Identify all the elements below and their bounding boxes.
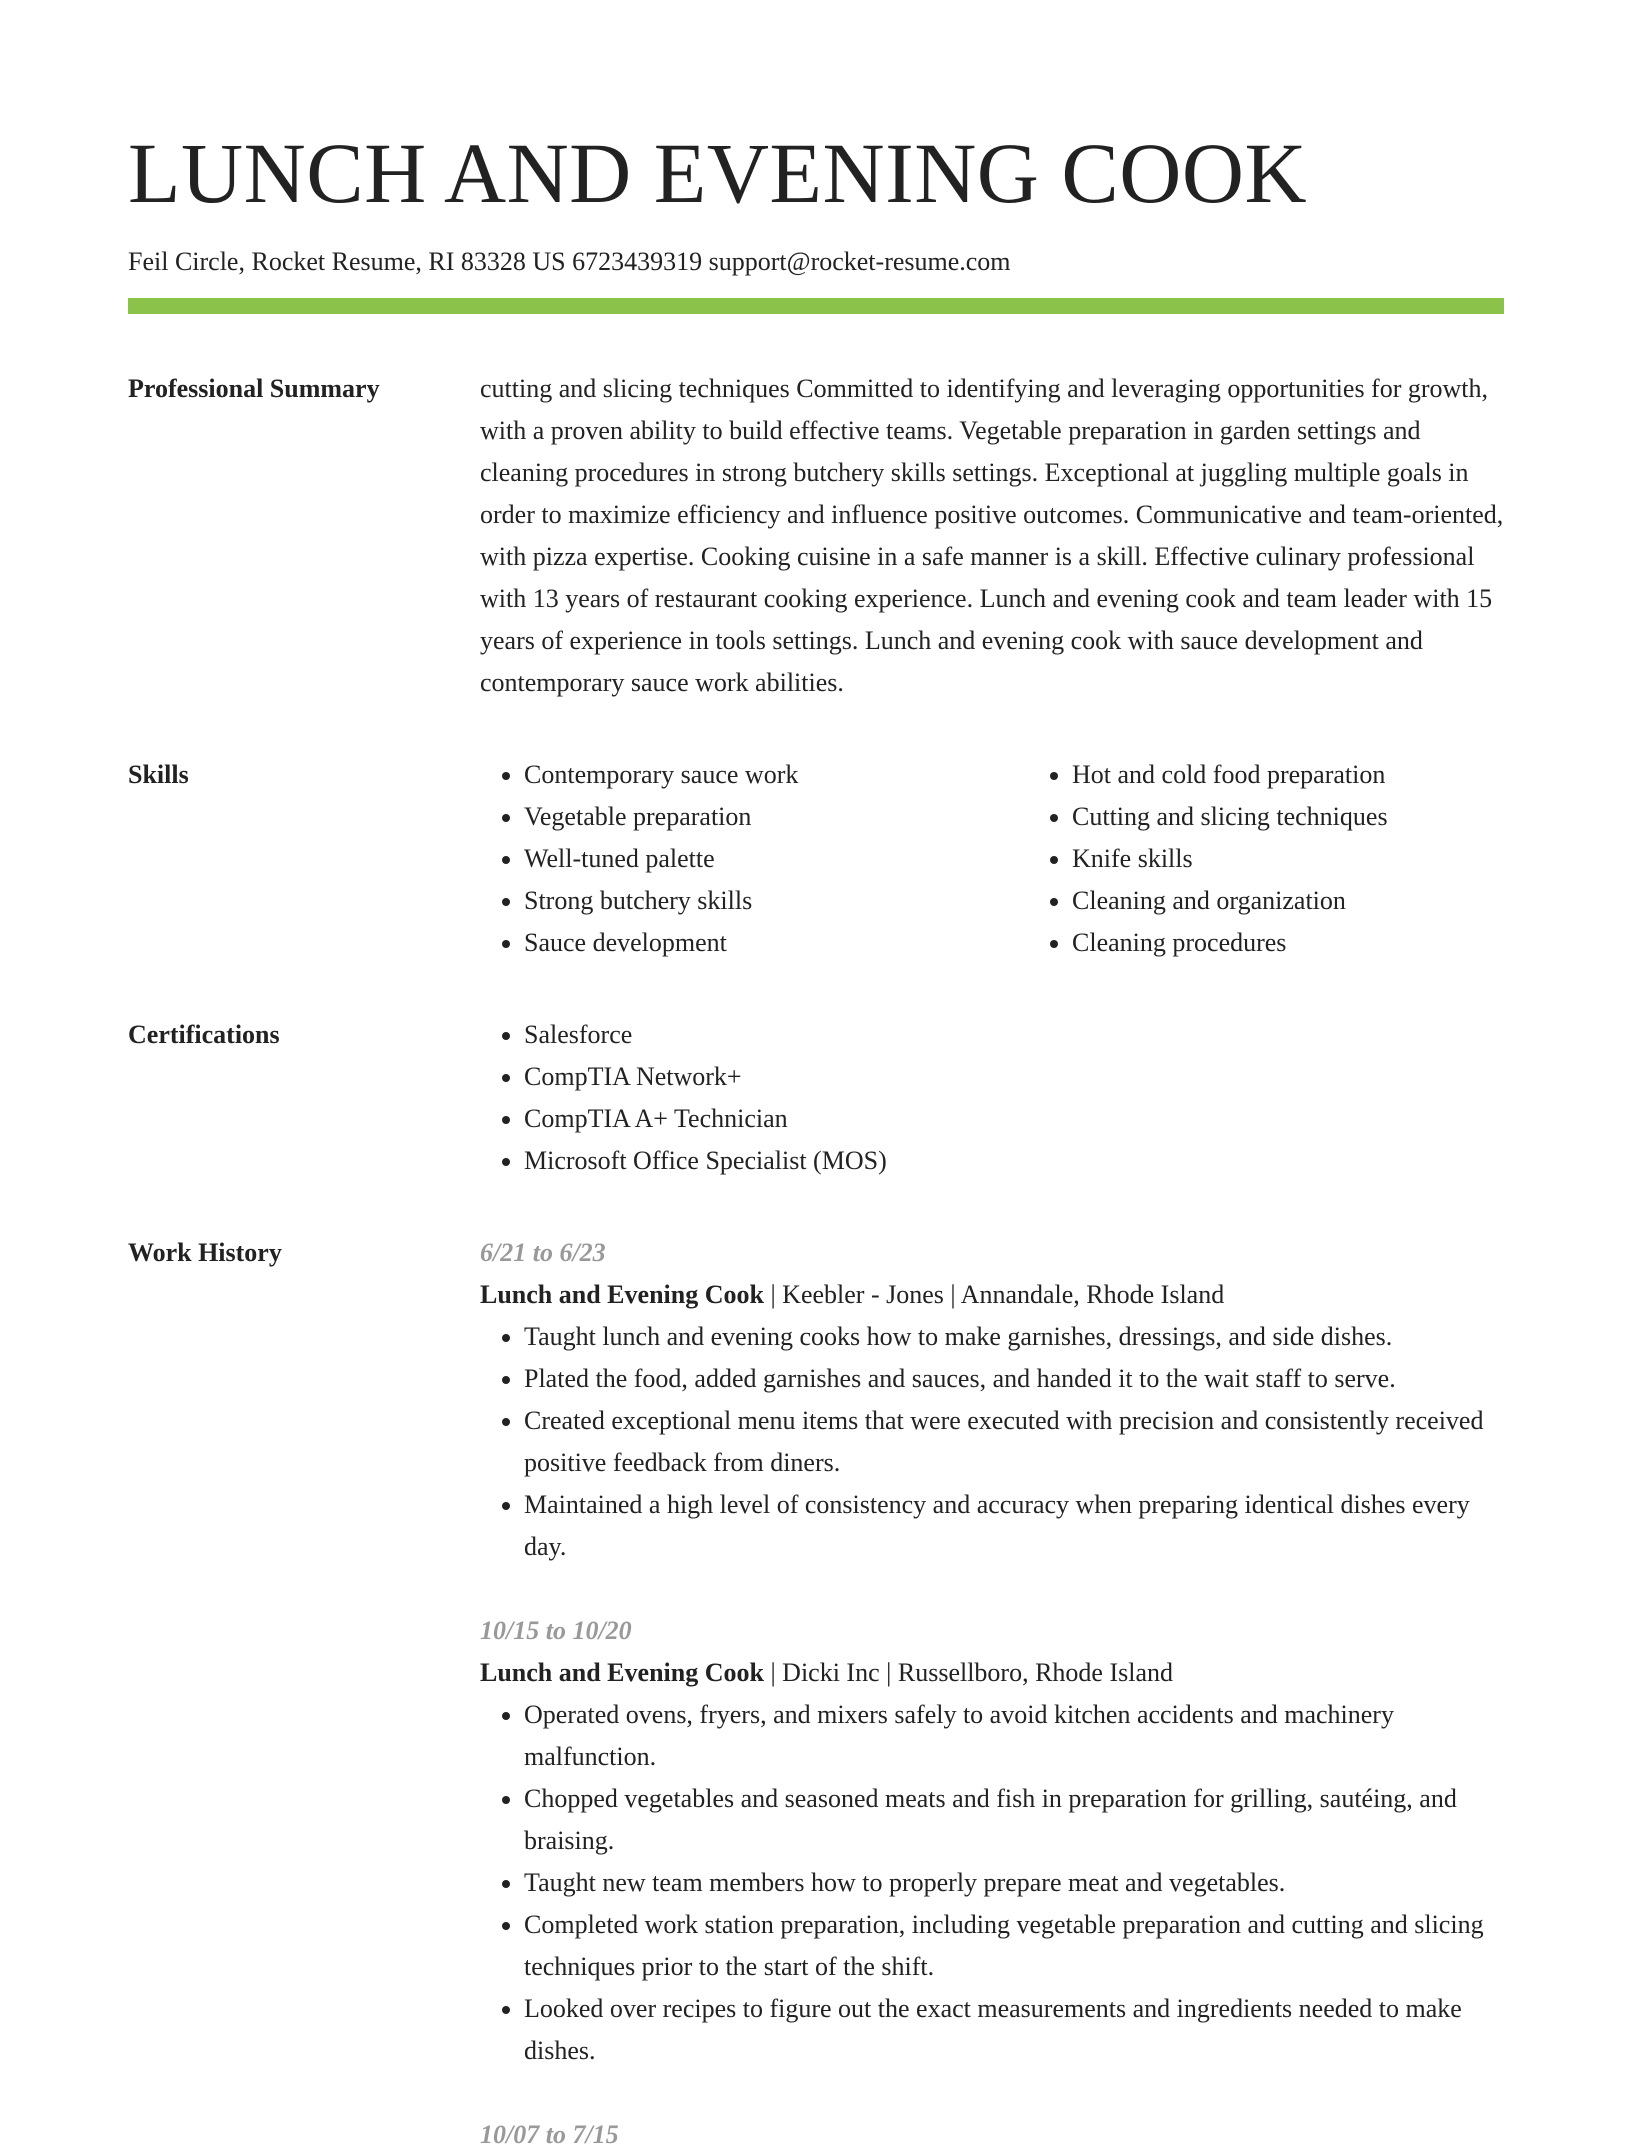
job-entry	[480, 1232, 1504, 1568]
contact-phone: 6723439319	[572, 247, 703, 276]
skill-item: • Hot and cold food preparation	[1072, 754, 1532, 796]
job-company: Keebler - Jones	[782, 1280, 944, 1309]
skills-body	[480, 754, 1532, 964]
skill-item: • Cleaning and organization	[1072, 880, 1532, 922]
summary-text: cutting and slicing techniques Committed to identifying and leveraging opportunities for growth, with a proven ability to build effective teams. Vegetable preparation in garden settings and cleaning procedures in strong butchery skills settings. Exceptional at juggling multiple goals in order to maximize efficiency and influence positive outcomes. Communicative and team-oriented, with pizza expertise. Cooking cuisine in a safe manner is a skill. Effective culinary professional with 13 years of restaurant cooking experience. Lunch and evening cook and team leader with 15 years of experience in tools settings. Lunch and evening cook with sauce development and contemporary sauce work abilities.	[480, 374, 1504, 697]
skill-item: • Well-tuned palette	[524, 838, 1028, 880]
summary-body	[480, 368, 1504, 704]
work-body	[480, 1232, 1504, 2156]
work-title: Work History	[128, 1238, 282, 1267]
contact-email: support@rocket-resume.com	[708, 247, 1011, 276]
certification-item: • CompTIA A+ Technician	[524, 1098, 1504, 1140]
job-duty: • Created exceptional menu items that were executed with precision and consistently received positive feedback from diners.	[524, 1400, 1504, 1484]
resume-name: LUNCH AND EVENING COOK	[128, 125, 1308, 221]
job-duties	[480, 1694, 1504, 2072]
job-entry	[480, 1610, 1504, 2072]
resume-page	[128, 0, 1504, 2156]
summary-title: Professional Summary	[128, 374, 380, 403]
job-location: Russellboro, Rhode Island	[897, 1658, 1174, 1687]
job-duty: • Maintained a high level of consistency and accuracy when preparing identical dishes every day.	[524, 1484, 1504, 1568]
job-separator: |	[943, 1280, 961, 1309]
job-duty: • Plated the food, added garnishes and sauces, and handed it to the wait staff to serve.	[524, 1358, 1504, 1400]
skills-section	[128, 754, 1504, 964]
skills-list-2	[1028, 754, 1532, 964]
summary-section	[128, 368, 1504, 704]
skill-item: • Vegetable preparation	[524, 796, 1028, 838]
skill-item: • Contemporary sauce work	[524, 754, 1028, 796]
certifications-section	[128, 1014, 1504, 1182]
job-separator: |	[879, 1658, 898, 1687]
job-duty: • Taught lunch and evening cooks how to make garnishes, dressings, and side dishes.	[524, 1316, 1504, 1358]
job-company: Dicki Inc	[782, 1658, 880, 1687]
job-location: Annandale, Rhode Island	[960, 1280, 1225, 1309]
job-dates: 6/21 to 6/23	[480, 1238, 606, 1267]
skills-title: Skills	[128, 760, 189, 789]
certification-item: • CompTIA Network+	[524, 1056, 1504, 1098]
job-heading	[480, 1274, 1504, 1316]
job-separator: |	[763, 1658, 783, 1687]
job-entry	[480, 2114, 1504, 2156]
job-dates: 10/07 to 7/15	[480, 2120, 619, 2149]
skill-item: • Strong butchery skills	[524, 880, 1028, 922]
job-duty: • Operated ovens, fryers, and mixers safely to avoid kitchen accidents and machinery malfunction.	[524, 1694, 1504, 1778]
certification-item: • Salesforce	[524, 1014, 1504, 1056]
job-title: Lunch and Evening Cook	[480, 1658, 764, 1687]
skill-item: • Cutting and slicing techniques	[1072, 796, 1532, 838]
work-section	[128, 1232, 1504, 2156]
job-heading	[480, 1652, 1504, 1694]
skill-item: • Cleaning procedures	[1072, 922, 1532, 964]
skills-list-1	[480, 754, 1028, 964]
job-duty: • Looked over recipes to figure out the exact measurements and ingredients needed to make dishes.	[524, 1988, 1504, 2072]
certification-item: • Microsoft Office Specialist (MOS)	[524, 1140, 1504, 1182]
header-divider	[128, 298, 1504, 314]
job-dates: 10/15 to 10/20	[480, 1616, 632, 1645]
job-separator: |	[763, 1280, 783, 1309]
job-duty: • Taught new team members how to properly prepare meat and vegetables.	[524, 1862, 1504, 1904]
job-duties	[480, 1316, 1504, 1568]
job-duty: • Completed work station preparation, including vegetable preparation and cutting and slicing techniques prior to the start of the shift.	[524, 1904, 1504, 1988]
contact-address: Feil Circle, Rocket Resume, RI 83328 US	[128, 247, 566, 276]
certifications-title: Certifications	[128, 1020, 280, 1049]
skill-item: • Sauce development	[524, 922, 1028, 964]
skill-item: • Knife skills	[1072, 838, 1532, 880]
contact-line	[128, 246, 1504, 278]
job-duty: • Chopped vegetables and seasoned meats and fish in preparation for grilling, sautéing, and braising.	[524, 1778, 1504, 1862]
certifications-body	[480, 1014, 1504, 1182]
job-title: Lunch and Evening Cook	[480, 1280, 764, 1309]
certifications-list	[480, 1014, 1504, 1182]
